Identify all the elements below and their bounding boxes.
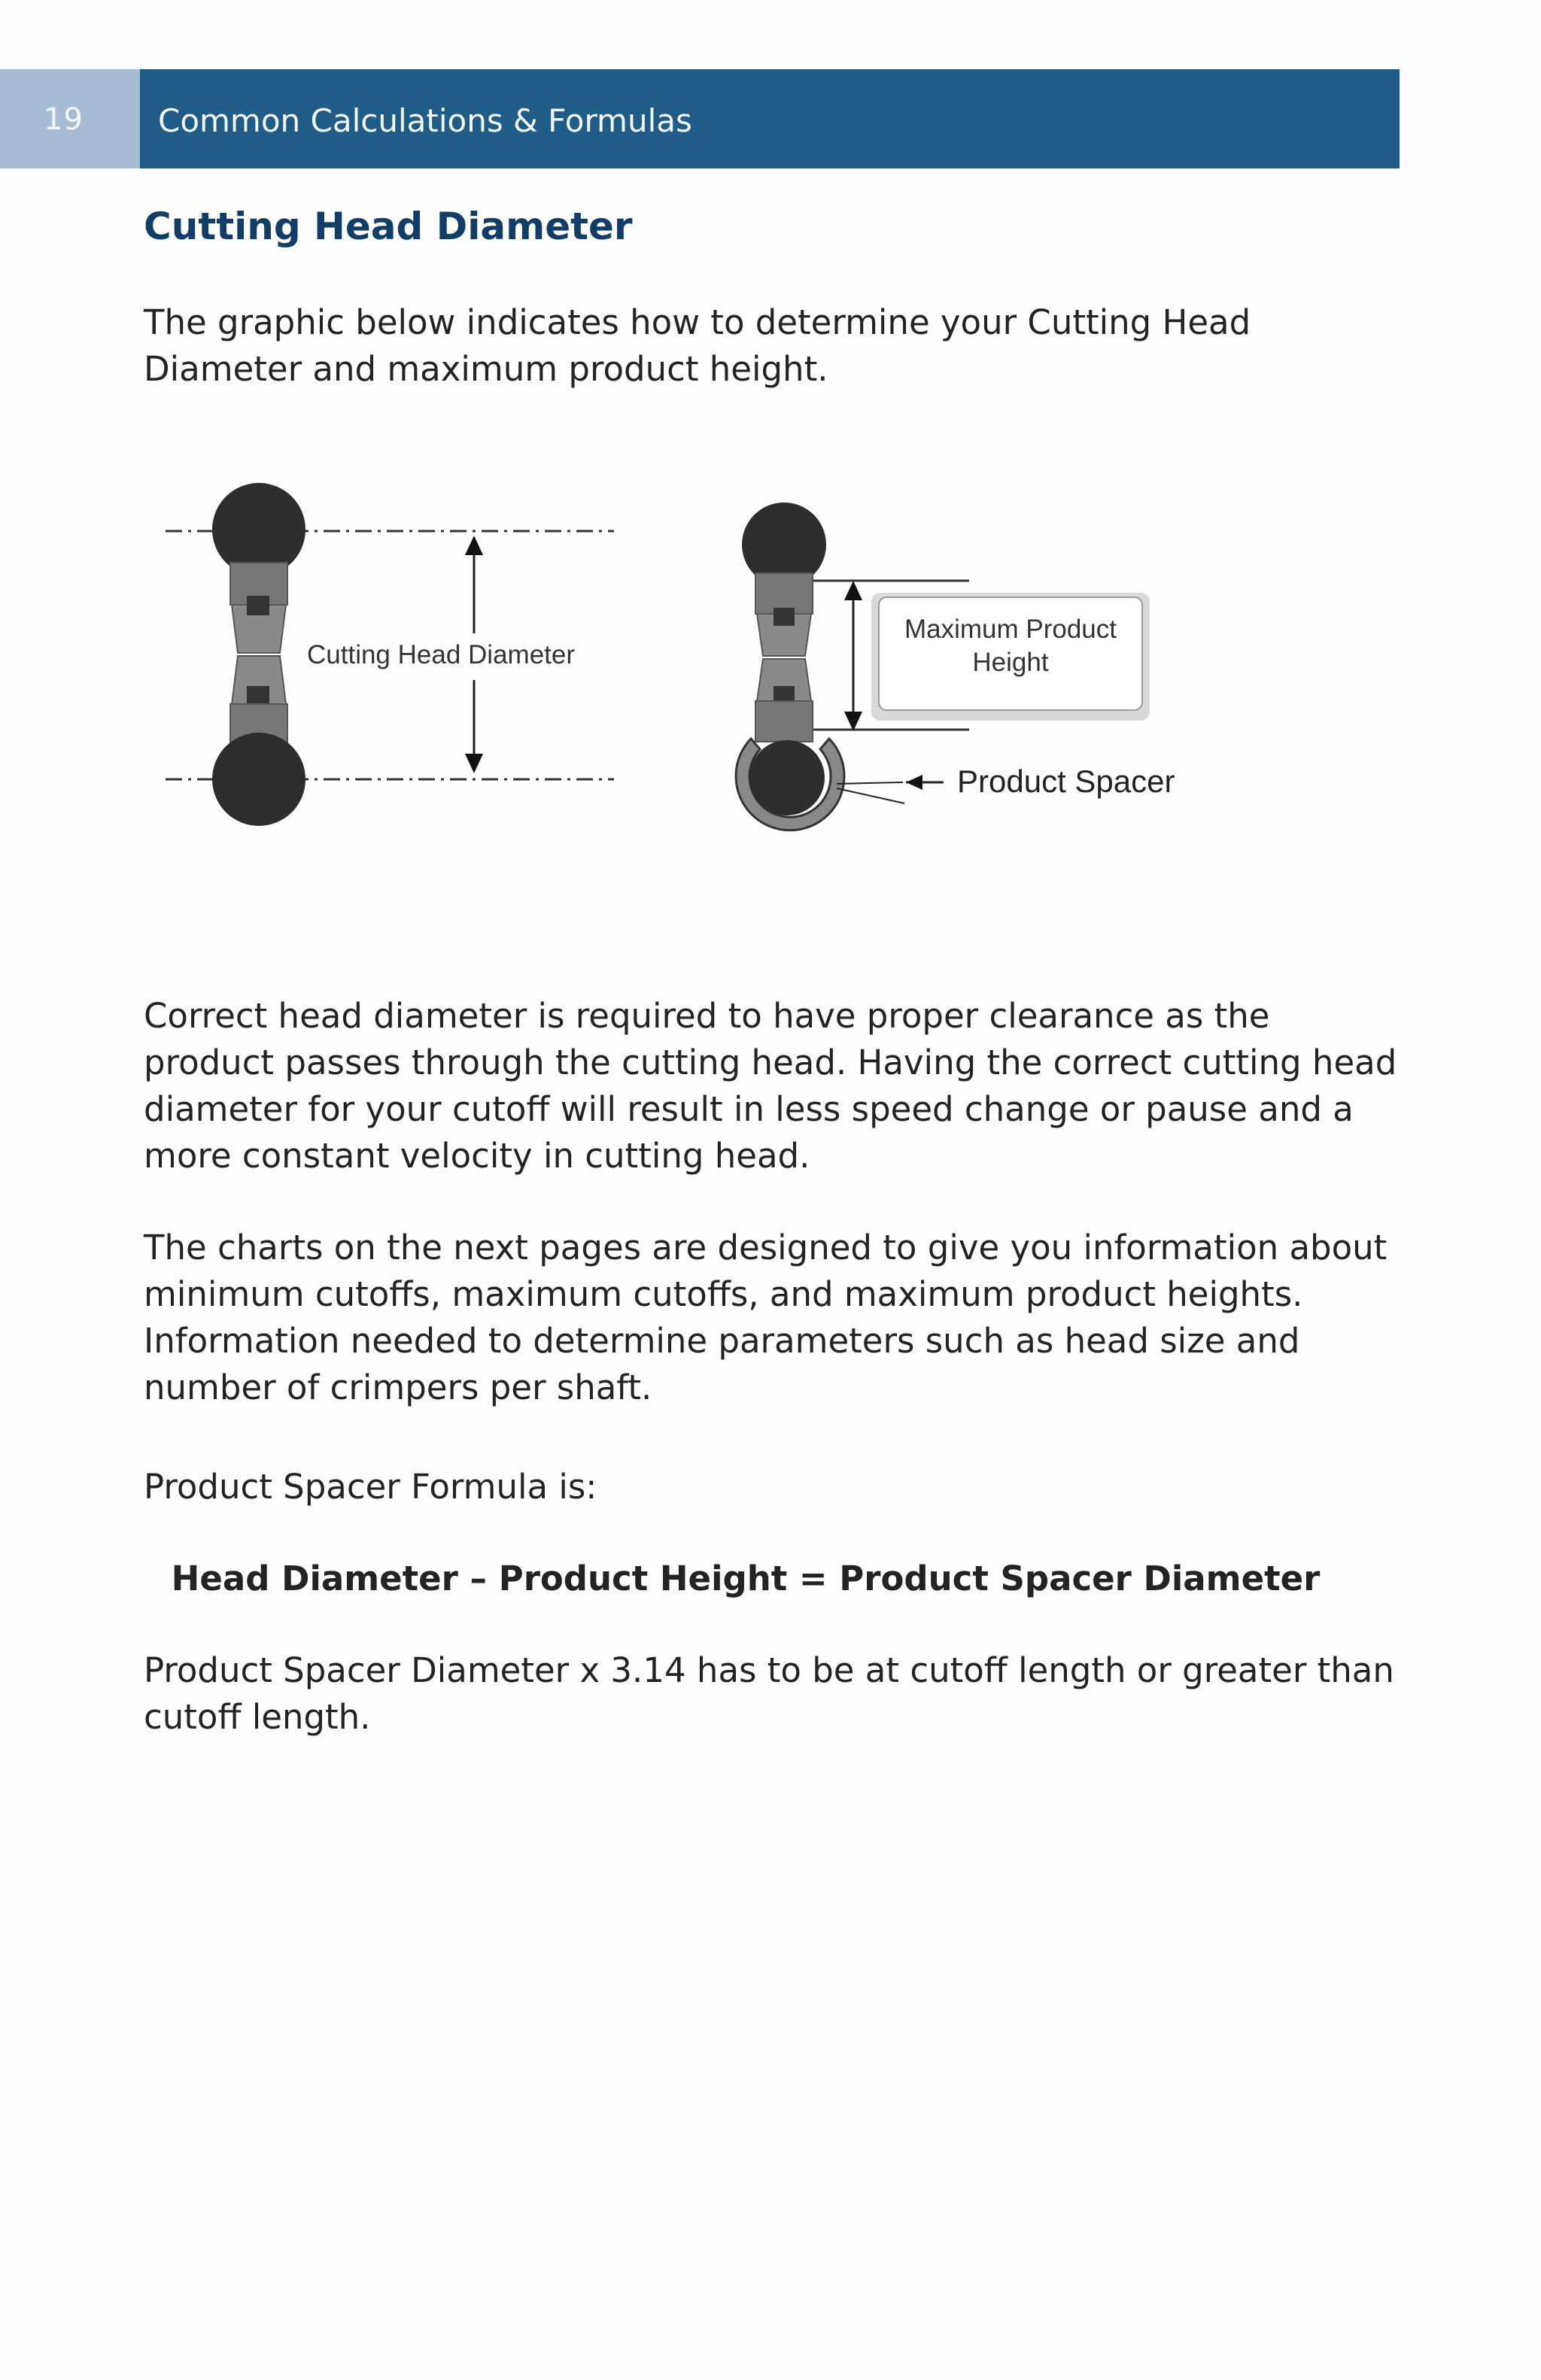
arrow-down-icon xyxy=(465,754,483,773)
intro-paragraph: The graphic below indicates how to determine your Cutting Head Diameter and maximum product height. xyxy=(144,302,1251,389)
arrow-down-icon xyxy=(844,712,862,731)
arrow-up-icon xyxy=(465,536,483,555)
left-cutting-head xyxy=(166,483,614,826)
formula-intro: Product Spacer Formula is: xyxy=(144,1467,597,1507)
bottom-roller xyxy=(212,733,305,826)
product-spacer-formula: Head Diameter – Product Height = Product Spacer Diameter xyxy=(171,1559,1321,1598)
arrow-up-icon xyxy=(844,581,862,600)
page-title: Cutting Head Diameter xyxy=(144,205,633,248)
bottom-roller xyxy=(749,740,825,815)
paragraph-head-diameter: Correct head diameter is required to have proper clearance as the product passes through the cutting head. Having the correct cutting head diameter for your cutoff will result in less speed change or pause and a more constant velocity in cutting head. xyxy=(144,996,1397,1176)
paragraph-spacer-circumference: Product Spacer Diameter x 3.14 has to be at cutoff length or greater than cutoff length. xyxy=(144,1650,1394,1737)
section-header-title: Common Calculations & Formulas xyxy=(158,102,692,139)
max-product-label-line2: Height xyxy=(972,648,1049,677)
arrow-left-icon xyxy=(906,775,922,790)
cutting-head-diagram xyxy=(143,466,1234,858)
product-spacer-label: Product Spacer xyxy=(957,763,1175,799)
max-product-label-line1: Maximum Product xyxy=(904,615,1117,644)
paragraph-charts-info: The charts on the next pages are designed to give you information about minimum cutoffs, maximum cutoffs, and maximum product heights. Information needed to determine parameters such as head size and number of crimpers per shaft. xyxy=(144,1228,1388,1407)
page-number: 19 xyxy=(44,102,84,137)
cutting-head-diameter-label: Cutting Head Diameter xyxy=(307,640,575,669)
right-cutting-head xyxy=(736,502,1175,830)
